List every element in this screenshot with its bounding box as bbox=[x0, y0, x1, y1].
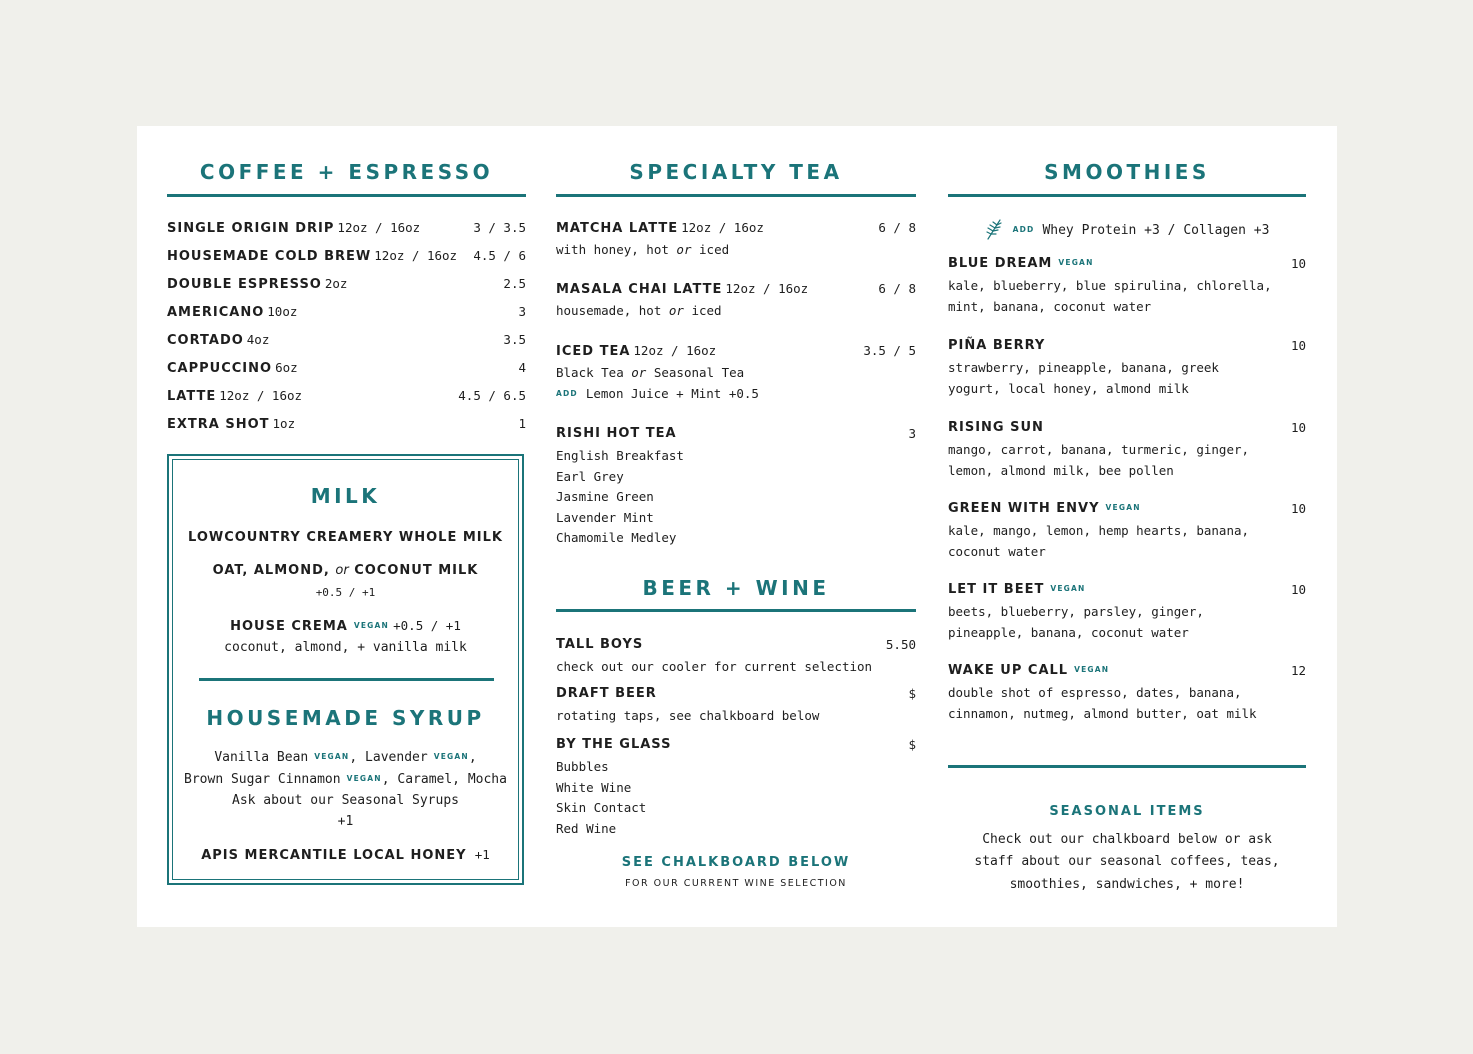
house-crema bbox=[173, 616, 518, 637]
see-chalkboard-sub: FOR OUR CURRENT WINE SELECTION bbox=[625, 878, 847, 889]
item-price: 4.5 / 6 bbox=[473, 248, 526, 263]
beer-rule bbox=[556, 609, 916, 612]
leaf-icon bbox=[985, 218, 1003, 240]
tea-flavor: English Breakfast bbox=[556, 448, 684, 463]
tea-flavor: Jasmine Green bbox=[556, 489, 654, 504]
item-desc: mint, banana, coconut water bbox=[948, 298, 1152, 314]
item-name: TALL BOYS bbox=[556, 637, 644, 652]
syrup-l1c: , bbox=[468, 750, 477, 765]
item-price: 6 / 8 bbox=[878, 281, 916, 296]
item-price: 5.50 bbox=[885, 637, 916, 652]
tea-item-iced bbox=[556, 343, 916, 404]
coffee-item bbox=[167, 304, 526, 320]
item-price: 10 bbox=[1290, 582, 1306, 597]
seasonal-title: SEASONAL ITEMS bbox=[1049, 804, 1205, 819]
item-name: AMERICANO bbox=[167, 305, 265, 320]
item-name: DOUBLE ESPRESSO bbox=[167, 277, 322, 292]
beer-item-tall bbox=[556, 637, 916, 678]
vegan-tag: VEGAN bbox=[1058, 258, 1094, 267]
item-size: 12oz / 16oz bbox=[374, 248, 458, 263]
tea-flavor: Lavender Mint bbox=[556, 509, 654, 525]
see-chalkboard: SEE CHALKBOARD BELOW bbox=[621, 855, 851, 870]
milk-syrup-box bbox=[167, 454, 524, 885]
item-addon: ADD Lemon Juice + Mint +0.5 bbox=[556, 385, 759, 401]
vegan-tag: VEGAN bbox=[346, 774, 382, 783]
item-size: 12oz / 16oz bbox=[633, 343, 717, 358]
coffee-item bbox=[167, 276, 526, 292]
syrup-title: HOUSEMADE SYRUP bbox=[206, 706, 485, 730]
item-size: 10oz bbox=[267, 304, 298, 319]
milk-whole: LOWCOUNTRY CREAMERY WHOLE MILK bbox=[188, 530, 503, 545]
item-price: 10 bbox=[1290, 338, 1306, 353]
beer-item-glass bbox=[556, 737, 916, 839]
item-size: 12oz / 16oz bbox=[681, 220, 764, 235]
item-desc: lemon, almond milk, bee pollen bbox=[948, 462, 1174, 478]
item-price: 12 bbox=[1290, 663, 1306, 678]
crema-price: +0.5 / +1 bbox=[393, 618, 461, 633]
item-price: 1 bbox=[518, 416, 526, 431]
item-size: 12oz / 16oz bbox=[337, 220, 421, 235]
syrup-line-3: Ask about our Seasonal Syrups bbox=[232, 793, 459, 808]
tea-flavor: Earl Grey bbox=[556, 468, 624, 484]
vegan-tag: VEGAN bbox=[433, 752, 469, 761]
coffee-item bbox=[167, 248, 526, 264]
smoothie-item bbox=[948, 338, 1306, 399]
item-price: $ bbox=[908, 686, 916, 701]
item-desc: check out our cooler for current selection bbox=[556, 659, 873, 674]
item-price: $ bbox=[908, 737, 916, 752]
crema-desc: coconut, almond, + vanilla milk bbox=[224, 640, 467, 655]
item-name: BLUE DREAM bbox=[948, 256, 1053, 271]
smoothie-item bbox=[948, 663, 1306, 724]
item-desc: with honey, hot or iced bbox=[556, 242, 730, 257]
item-name: CORTADO bbox=[167, 333, 244, 348]
vegan-tag: VEGAN bbox=[1074, 665, 1110, 674]
item-price: 3 bbox=[908, 426, 916, 441]
item-name: DRAFT BEER bbox=[556, 686, 657, 701]
item-size: 1oz bbox=[272, 416, 296, 431]
syrup-l1b: , Lavender bbox=[349, 750, 428, 765]
syrup-l2b: , Caramel, Mocha bbox=[381, 772, 507, 787]
seasonal-line-2: staff about our seasonal coffees, teas, bbox=[974, 854, 1280, 869]
wine-option: White Wine bbox=[556, 779, 632, 795]
item-price: 2.5 bbox=[503, 276, 526, 291]
item-desc: double shot of espresso, dates, banana, bbox=[948, 685, 1242, 700]
item-desc: Black Tea or Seasonal Tea bbox=[556, 365, 745, 380]
milk-alt-a: OAT, ALMOND, bbox=[212, 563, 330, 578]
syrup-l1a: Vanilla Bean bbox=[214, 750, 309, 765]
coffee-item bbox=[167, 332, 526, 348]
item-name: ICED TEA bbox=[556, 344, 631, 359]
smoothies-rule bbox=[948, 194, 1306, 197]
item-desc: coconut water bbox=[948, 543, 1046, 559]
tea-title: SPECIALTY TEA bbox=[629, 160, 843, 184]
vegan-tag: VEGAN bbox=[1050, 584, 1086, 593]
item-desc: kale, blueberry, blue spirulina, chlorella, bbox=[948, 278, 1272, 293]
add-tag: ADD bbox=[556, 388, 578, 398]
add-tag: ADD bbox=[1012, 225, 1035, 234]
smoothie-item bbox=[948, 420, 1306, 481]
milk-divider bbox=[199, 678, 494, 681]
tea-rule bbox=[556, 194, 916, 197]
tea-item-chai bbox=[556, 281, 916, 322]
tea-item-matcha bbox=[556, 220, 916, 261]
milk-alt-b: COCONUT MILK bbox=[354, 563, 479, 578]
milk-alt-or: or bbox=[335, 563, 349, 578]
wine-option: Skin Contact bbox=[556, 800, 647, 815]
item-price: 3.5 bbox=[503, 332, 526, 347]
item-name: RISHI HOT TEA bbox=[556, 426, 677, 441]
smoothie-addon bbox=[948, 218, 1306, 242]
vegan-tag: VEGAN bbox=[314, 752, 350, 761]
syrup-line-2 bbox=[173, 769, 518, 791]
beer-title: BEER + WINE bbox=[642, 576, 830, 600]
item-desc: rotating taps, see chalkboard below bbox=[556, 708, 820, 723]
item-name: EXTRA SHOT bbox=[167, 417, 270, 432]
item-price: 4 bbox=[518, 360, 526, 375]
item-price: 3 / 3.5 bbox=[473, 220, 526, 235]
addon-text: Whey Protein +3 / Collagen +3 bbox=[1042, 223, 1270, 238]
smoothie-item bbox=[948, 501, 1306, 562]
milk-title: MILK bbox=[310, 484, 381, 508]
smoothies-title: SMOOTHIES bbox=[1044, 160, 1210, 184]
coffee-item bbox=[167, 220, 526, 236]
item-desc: housemade, hot or iced bbox=[556, 303, 722, 318]
item-size: 4oz bbox=[246, 332, 270, 347]
item-name: CAPPUCCINO bbox=[167, 361, 273, 376]
syrup-price: +1 bbox=[337, 814, 354, 829]
coffee-item bbox=[167, 388, 526, 404]
coffee-item bbox=[167, 360, 526, 376]
item-size: 12oz / 16oz bbox=[219, 388, 303, 403]
item-name: LET IT BEET bbox=[948, 582, 1045, 597]
item-price: 4.5 / 6.5 bbox=[458, 388, 526, 403]
item-price: 10 bbox=[1290, 420, 1306, 435]
item-name: LATTE bbox=[167, 389, 217, 404]
item-name: PIÑA BERRY bbox=[948, 338, 1046, 353]
item-name: MASALA CHAI LATTE bbox=[556, 282, 723, 297]
vegan-tag: VEGAN bbox=[1105, 503, 1141, 512]
smoothie-item bbox=[948, 256, 1306, 317]
item-desc: yogurt, local honey, almond milk bbox=[948, 380, 1189, 396]
item-desc: cinnamon, nutmeg, almond butter, oat milk bbox=[948, 705, 1257, 721]
item-price: 10 bbox=[1290, 256, 1306, 271]
item-name: SINGLE ORIGIN DRIP bbox=[167, 221, 335, 236]
item-name: GREEN WITH ENVY bbox=[948, 501, 1100, 516]
smoothie-item bbox=[948, 582, 1306, 643]
item-name: WAKE UP CALL bbox=[948, 663, 1069, 678]
item-size: 6oz bbox=[275, 360, 298, 375]
item-price: 10 bbox=[1290, 501, 1306, 516]
local-honey bbox=[173, 845, 518, 866]
syrup-l2a: Brown Sugar Cinnamon bbox=[184, 772, 341, 787]
item-desc: strawberry, pineapple, banana, greek bbox=[948, 360, 1219, 375]
coffee-item bbox=[167, 416, 526, 432]
coffee-rule bbox=[167, 194, 526, 197]
crema-name: HOUSE CREMA bbox=[230, 619, 348, 634]
honey-name: APIS MERCANTILE LOCAL HONEY bbox=[201, 848, 467, 863]
item-name: RISING SUN bbox=[948, 420, 1044, 435]
milk-alt bbox=[173, 563, 518, 578]
item-name: MATCHA LATTE bbox=[556, 221, 679, 236]
item-desc: pineapple, banana, coconut water bbox=[948, 624, 1189, 640]
honey-price: +1 bbox=[474, 847, 490, 862]
seasonal-line-1: Check out our chalkboard below or ask bbox=[982, 832, 1272, 847]
item-size: 12oz / 16oz bbox=[725, 281, 809, 296]
milk-alt-price: +0.5 / +1 bbox=[315, 586, 376, 599]
menu-card bbox=[137, 126, 1337, 927]
tea-item-rishi bbox=[556, 426, 916, 549]
item-price: 3.5 / 5 bbox=[863, 343, 916, 358]
tea-flavor: Chamomile Medley bbox=[556, 530, 677, 545]
item-desc: mango, carrot, banana, turmeric, ginger, bbox=[948, 442, 1250, 457]
coffee-title: COFFEE + ESPRESSO bbox=[199, 160, 494, 184]
item-desc: kale, mango, lemon, hemp hearts, banana, bbox=[948, 523, 1250, 538]
wine-option: Bubbles bbox=[556, 759, 609, 774]
item-desc: beets, blueberry, parsley, ginger, bbox=[948, 604, 1204, 619]
item-price: 3 bbox=[518, 304, 526, 319]
vegan-tag: VEGAN bbox=[353, 621, 389, 630]
seasonal-rule bbox=[948, 765, 1306, 768]
syrup-line-1 bbox=[173, 747, 518, 769]
item-size: 2oz bbox=[324, 276, 348, 291]
milk-syrup-box-inner bbox=[172, 459, 519, 880]
item-name: HOUSEMADE COLD BREW bbox=[167, 249, 372, 264]
item-price: 6 / 8 bbox=[878, 220, 916, 235]
item-name: BY THE GLASS bbox=[556, 737, 672, 752]
beer-item-draft bbox=[556, 686, 916, 727]
seasonal-line-3: smoothies, sandwiches, + more! bbox=[1009, 877, 1245, 892]
wine-option: Red Wine bbox=[556, 820, 617, 836]
